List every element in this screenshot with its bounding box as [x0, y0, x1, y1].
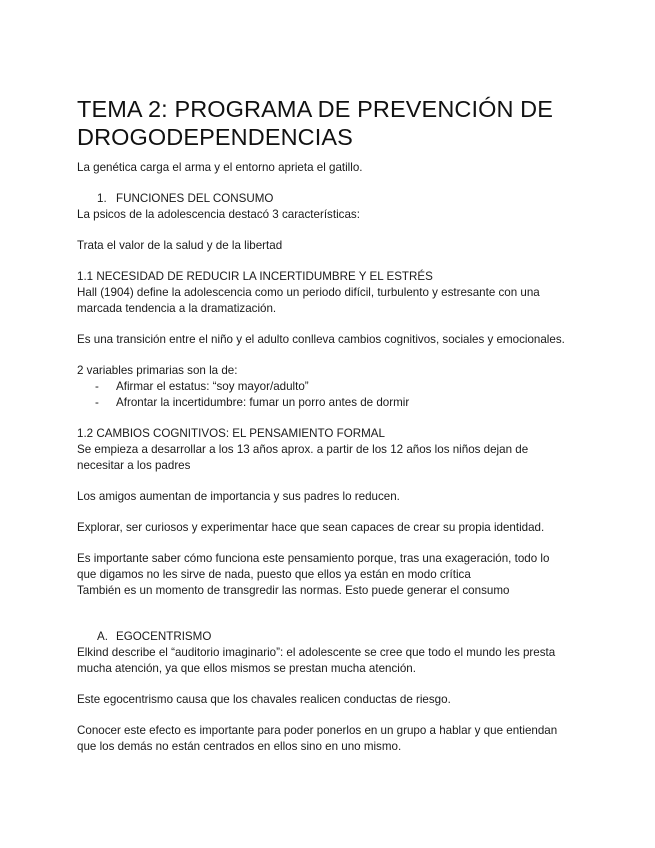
- bullet-dash: -: [95, 396, 99, 409]
- section-1-heading: FUNCIONES DEL CONSUMO: [116, 192, 274, 205]
- section-a-heading: EGOCENTRISMO: [116, 630, 212, 643]
- page-title: [77, 95, 617, 151]
- section-a-para-1-line-1: Elkind describe el “auditorio imaginario”: el adolescente se cree que todo el mundo les presta: [77, 646, 556, 659]
- subsection-1-1-para-2: Es una transición entre el niño y el adulto conlleva cambios cognitivos, sociales y emocionales.: [77, 333, 565, 346]
- bullet-dash: -: [95, 380, 99, 393]
- section-a-para-2: Este egocentrismo causa que los chavales realicen conductas de riesgo.: [77, 693, 451, 706]
- subsection-1-2-para-3: Explorar, ser curiosos y experimentar hace que sean capaces de crear su propia identidad.: [77, 521, 545, 534]
- section-a-para-1-line-2: mucha atención, ya que ellos mismos se prestan mucha atención.: [77, 662, 416, 675]
- section-a-letter: A.: [97, 630, 108, 643]
- subsection-1-2-para-1-line-2: necesitar a los padres: [77, 459, 191, 472]
- subsection-1-2-para-4-line-1: Es importante saber cómo funciona este pensamiento porque, tras una exageración, todo lo: [77, 552, 550, 565]
- section-a-para-3-line-1: Conocer este efecto es importante para poder ponerlos en un grupo a hablar y que entiendan: [77, 724, 558, 737]
- subsection-1-2-para-2: Los amigos aumentan de importancia y sus padres lo reducen.: [77, 490, 400, 503]
- subsection-1-1-para-1-line-1: Hall (1904) define la adolescencia como un periodo difícil, turbulento y estresante con una: [77, 286, 540, 299]
- section-1-text-1: La psicos de la adolescencia destacó 3 características:: [77, 208, 360, 221]
- section-1-text-2: Trata el valor de la salud y de la libertad: [77, 239, 283, 252]
- subsection-1-2-para-4-line-3: También es un momento de transgredir las normas. Esto puede generar el consumo: [77, 584, 510, 597]
- title-line-2: DROGODEPENDENCIAS: [77, 124, 353, 150]
- subsection-1-1-para-1-line-2: marcada tendencia a la dramatización.: [77, 302, 277, 315]
- subsection-1-2-para-4-line-2: que digamos no les sirve de nada, puesto que ellos ya están en modo crítica: [77, 568, 471, 581]
- bullet-item: Afrontar la incertidumbre: fumar un porro antes de dormir: [116, 396, 410, 409]
- subsection-1-1-heading: 1.1 NECESIDAD DE REDUCIR LA INCERTIDUMBRE Y EL ESTRÉS: [77, 270, 433, 283]
- subsection-1-2-para-1-line-1: Se empieza a desarrollar a los 13 años aprox. a partir de los 12 años los niños dejan de: [77, 443, 529, 456]
- subsection-1-1-para-3: 2 variables primarias son la de:: [77, 364, 238, 377]
- title-line-1: TEMA 2: PROGRAMA DE PREVENCIÓN DE: [77, 96, 554, 122]
- intro-text: La genética carga el arma y el entorno aprieta el gatillo.: [77, 161, 363, 174]
- subsection-1-2-heading: 1.2 CAMBIOS COGNITIVOS: EL PENSAMIENTO FORMAL: [77, 427, 385, 440]
- section-a-para-3-line-2: que los demás no están centrados en ellos sino en uno mismo.: [77, 740, 402, 753]
- section-1-number: 1.: [97, 192, 107, 205]
- bullet-item: Afirmar el estatus: “soy mayor/adulto”: [116, 380, 309, 393]
